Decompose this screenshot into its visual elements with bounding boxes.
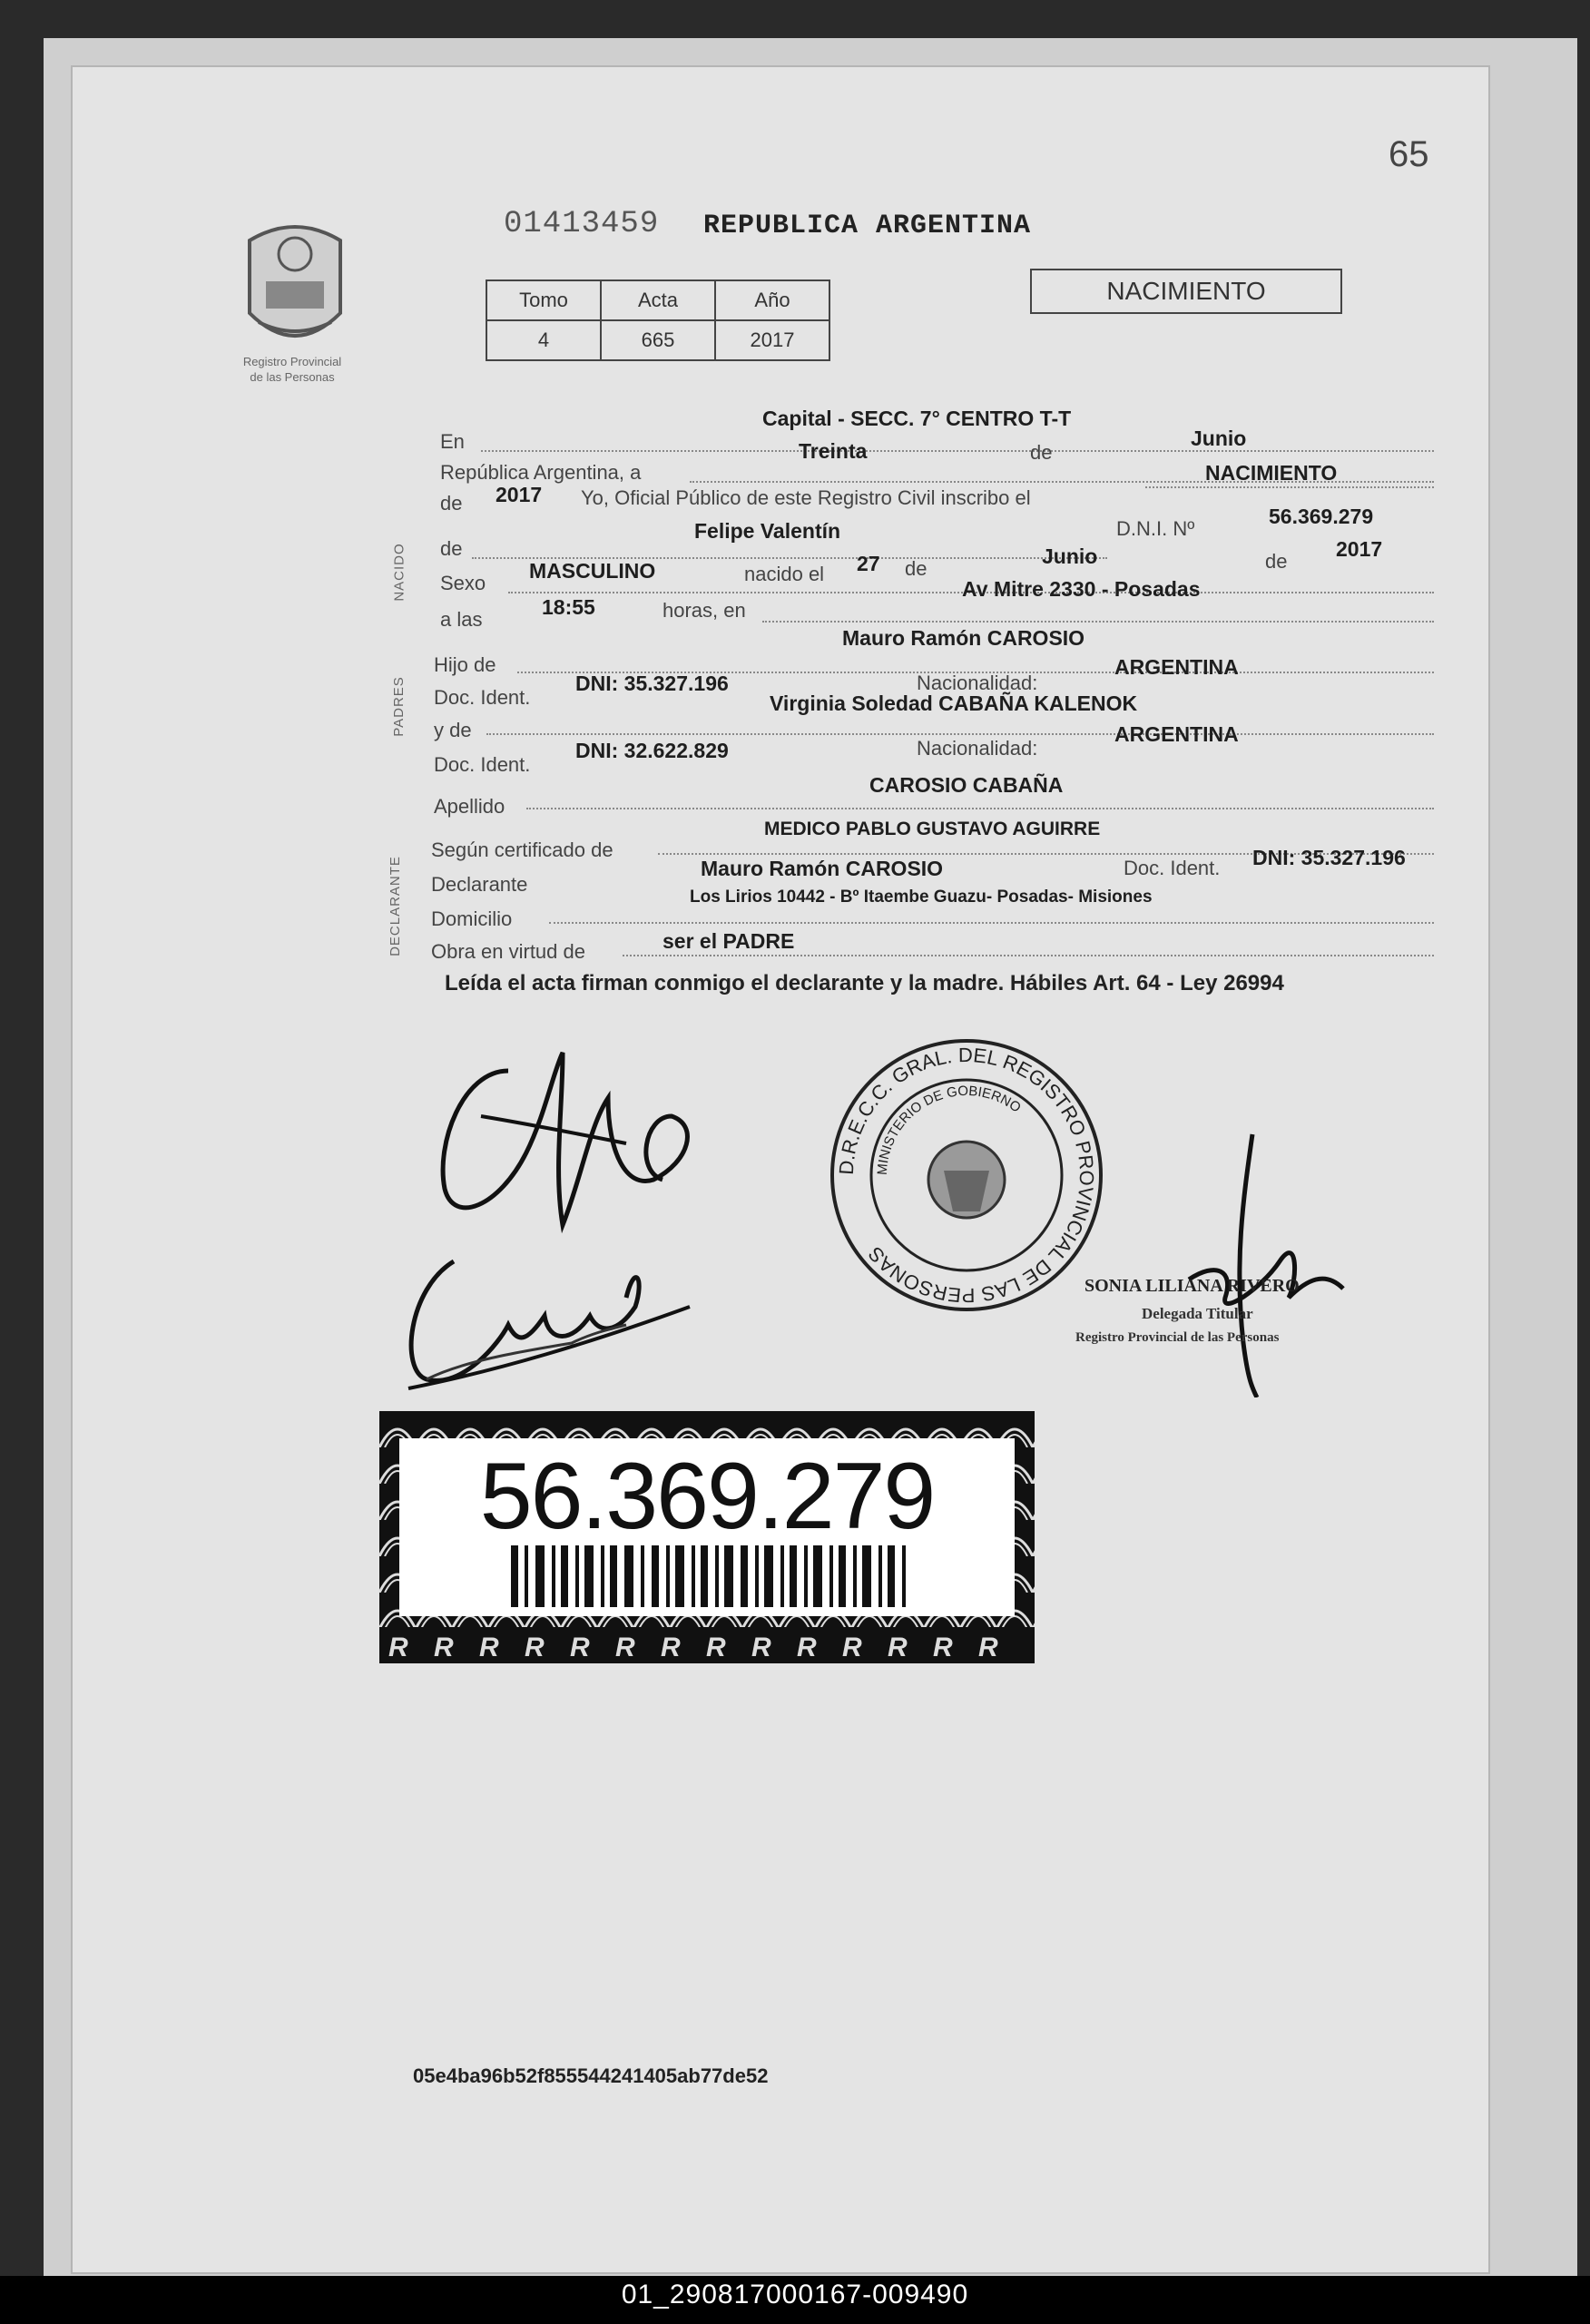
svg-text:R: R: [842, 1633, 862, 1662]
label-doc-ident: Doc. Ident.: [434, 686, 531, 709]
event-value: NACIMIENTO: [1205, 461, 1338, 485]
svg-text:R: R: [479, 1633, 499, 1662]
label-horas-en: horas, en: [662, 599, 746, 622]
label-dni: D.N.I. Nº: [1116, 517, 1195, 540]
father-nationality-value: ARGENTINA: [1114, 655, 1239, 679]
svg-text:R: R: [888, 1633, 908, 1662]
day-value: Treinta: [799, 439, 868, 463]
svg-text:R: R: [797, 1633, 817, 1662]
provincial-emblem-icon: [231, 213, 358, 358]
dni-value: 56.369.279: [1269, 505, 1374, 528]
official-title: Delegada Titular: [1142, 1305, 1253, 1322]
registry-stamp: [826, 1035, 1107, 1316]
declarant-doc-value: DNI: 35.327.196: [1252, 846, 1406, 869]
mother-name-value: Virginia Soledad CABAÑA KALENOK: [770, 691, 1138, 715]
side-label-declarante: DECLARANTE: [387, 856, 403, 956]
register-value-row: [486, 320, 829, 360]
dotted-line: [623, 955, 1434, 956]
footer-code: 01_290817000167-009490: [621, 2280, 969, 2309]
birth-year-value: 2017: [1336, 537, 1383, 561]
label-a-las: a las: [440, 608, 483, 631]
label-de: de: [440, 492, 463, 515]
register-table: [486, 279, 830, 361]
label-hijo-de: Hijo de: [434, 653, 496, 676]
page-number: 65: [1389, 134, 1429, 174]
stamp-inner-text: MINISTERIO DE GOBIERNO: [874, 1083, 1024, 1176]
certificate-value: MEDICO PABLO GUSTAVO AGUIRRE: [764, 819, 1101, 839]
year-value: 2017: [496, 483, 543, 506]
anio-value: 2017: [715, 320, 829, 360]
svg-text:R: R: [570, 1633, 590, 1662]
dotted-line: [526, 808, 1434, 809]
dotted-line: [486, 733, 1434, 735]
acta-header: Acta: [601, 280, 715, 320]
document-type-box: NACIMIENTO: [1030, 269, 1342, 314]
tomo-header: Tomo: [486, 280, 601, 320]
label-nacionalidad: Nacionalidad:: [917, 737, 1038, 760]
svg-text:R: R: [434, 1633, 454, 1662]
month-value: Junio: [1191, 427, 1247, 450]
side-label-nacido: NACIDO: [391, 543, 407, 602]
label-doc-ident: Doc. Ident.: [1124, 857, 1221, 879]
label-de: de: [905, 557, 928, 580]
dotted-line: [481, 450, 1434, 452]
name-value: Felipe Valentín: [694, 519, 841, 543]
tomo-value: 4: [486, 320, 601, 360]
emblem-caption-line: de las Personas: [250, 370, 335, 384]
label-nacionalidad: Nacionalidad:: [917, 672, 1038, 694]
svg-text:R: R: [525, 1633, 545, 1662]
capacity-value: ser el PADRE: [662, 929, 795, 953]
address-value: Los Lirios 10442 - Bº Itaembe Guazu- Posadas- Misiones: [690, 887, 1153, 907]
emblem-caption-line: Registro Provincial: [242, 355, 342, 368]
mother-nationality-value: ARGENTINA: [1114, 722, 1239, 746]
label-doc-ident: Doc. Ident.: [434, 753, 531, 776]
label-de: de: [1030, 441, 1053, 464]
mother-doc-value: DNI: 32.622.829: [575, 739, 729, 762]
label-obra-en-virtud: Obra en virtud de: [431, 940, 585, 963]
dni-badge-number: 56.369.279: [479, 1444, 935, 1549]
dotted-line: [549, 922, 1434, 924]
sex-value: MASCULINO: [529, 559, 656, 583]
country-heading: REPUBLICA ARGENTINA: [703, 211, 1032, 241]
label-sexo: Sexo: [440, 572, 486, 594]
label-republica: República Argentina, a: [440, 461, 642, 484]
father-name-value: Mauro Ramón CAROSIO: [842, 626, 1085, 650]
svg-text:R: R: [706, 1633, 726, 1662]
svg-text:R: R: [661, 1633, 681, 1662]
birth-month-value: Junio: [1042, 544, 1098, 568]
serial-number: 01413459: [504, 207, 660, 241]
label-de: de: [440, 537, 463, 560]
acta-value: 665: [601, 320, 715, 360]
label-y-de: y de: [434, 719, 472, 741]
mother-signature: [390, 1243, 708, 1407]
birth-day-value: 27: [857, 552, 880, 575]
label-en: En: [440, 430, 465, 453]
surname-value: CAROSIO CABAÑA: [869, 773, 1064, 797]
label-segun-certificado: Según certificado de: [431, 838, 613, 861]
register-header-row: [486, 280, 829, 320]
place-value: Capital - SECC. 7° CENTRO T-T: [762, 407, 1072, 430]
closing-statement: Leída el acta firman conmigo el declarante y la madre. Hábiles Art. 64 - Ley 26994: [445, 971, 1284, 995]
declarant-signature: [427, 1016, 726, 1252]
official-signature: [1180, 1125, 1361, 1397]
declarant-value: Mauro Ramón CAROSIO: [701, 857, 944, 880]
label-yo-oficial: Yo, Oficial Público de este Registro Civil inscribo el: [581, 486, 1031, 509]
father-doc-value: DNI: 35.327.196: [575, 672, 729, 695]
svg-text:R: R: [615, 1633, 635, 1662]
dotted-line: [762, 621, 1434, 623]
anio-header: Año: [715, 280, 829, 320]
svg-text:R: R: [933, 1633, 953, 1662]
emblem-caption: [211, 354, 374, 385]
label-de: de: [1265, 550, 1288, 573]
side-label-padres: PADRES: [390, 676, 407, 737]
birth-place-value: Av Mitre 2330 - Posadas: [962, 577, 1201, 601]
label-declarante: Declarante: [431, 873, 528, 896]
label-apellido: Apellido: [434, 795, 505, 818]
dotted-line: [1145, 486, 1434, 488]
svg-text:R: R: [978, 1633, 998, 1662]
document-hash: 05e4ba96b52f855544241405ab77de52: [413, 2064, 769, 2087]
svg-text:R: R: [388, 1633, 408, 1662]
official-name: SONIA LILIANA RIVERO: [1085, 1276, 1300, 1296]
svg-text:R: R: [751, 1633, 771, 1662]
label-nacido-el: nacido el: [744, 563, 825, 585]
stamp-outer-text: D.R.E.C.C. GRAL. DEL REGISTRO PROVINCIAL DE LAS PERSONAS: [834, 1043, 1099, 1308]
label-domicilio: Domicilio: [431, 907, 513, 930]
official-office: Registro Provincial de las Personas: [1075, 1330, 1280, 1345]
time-value: 18:55: [542, 595, 595, 619]
